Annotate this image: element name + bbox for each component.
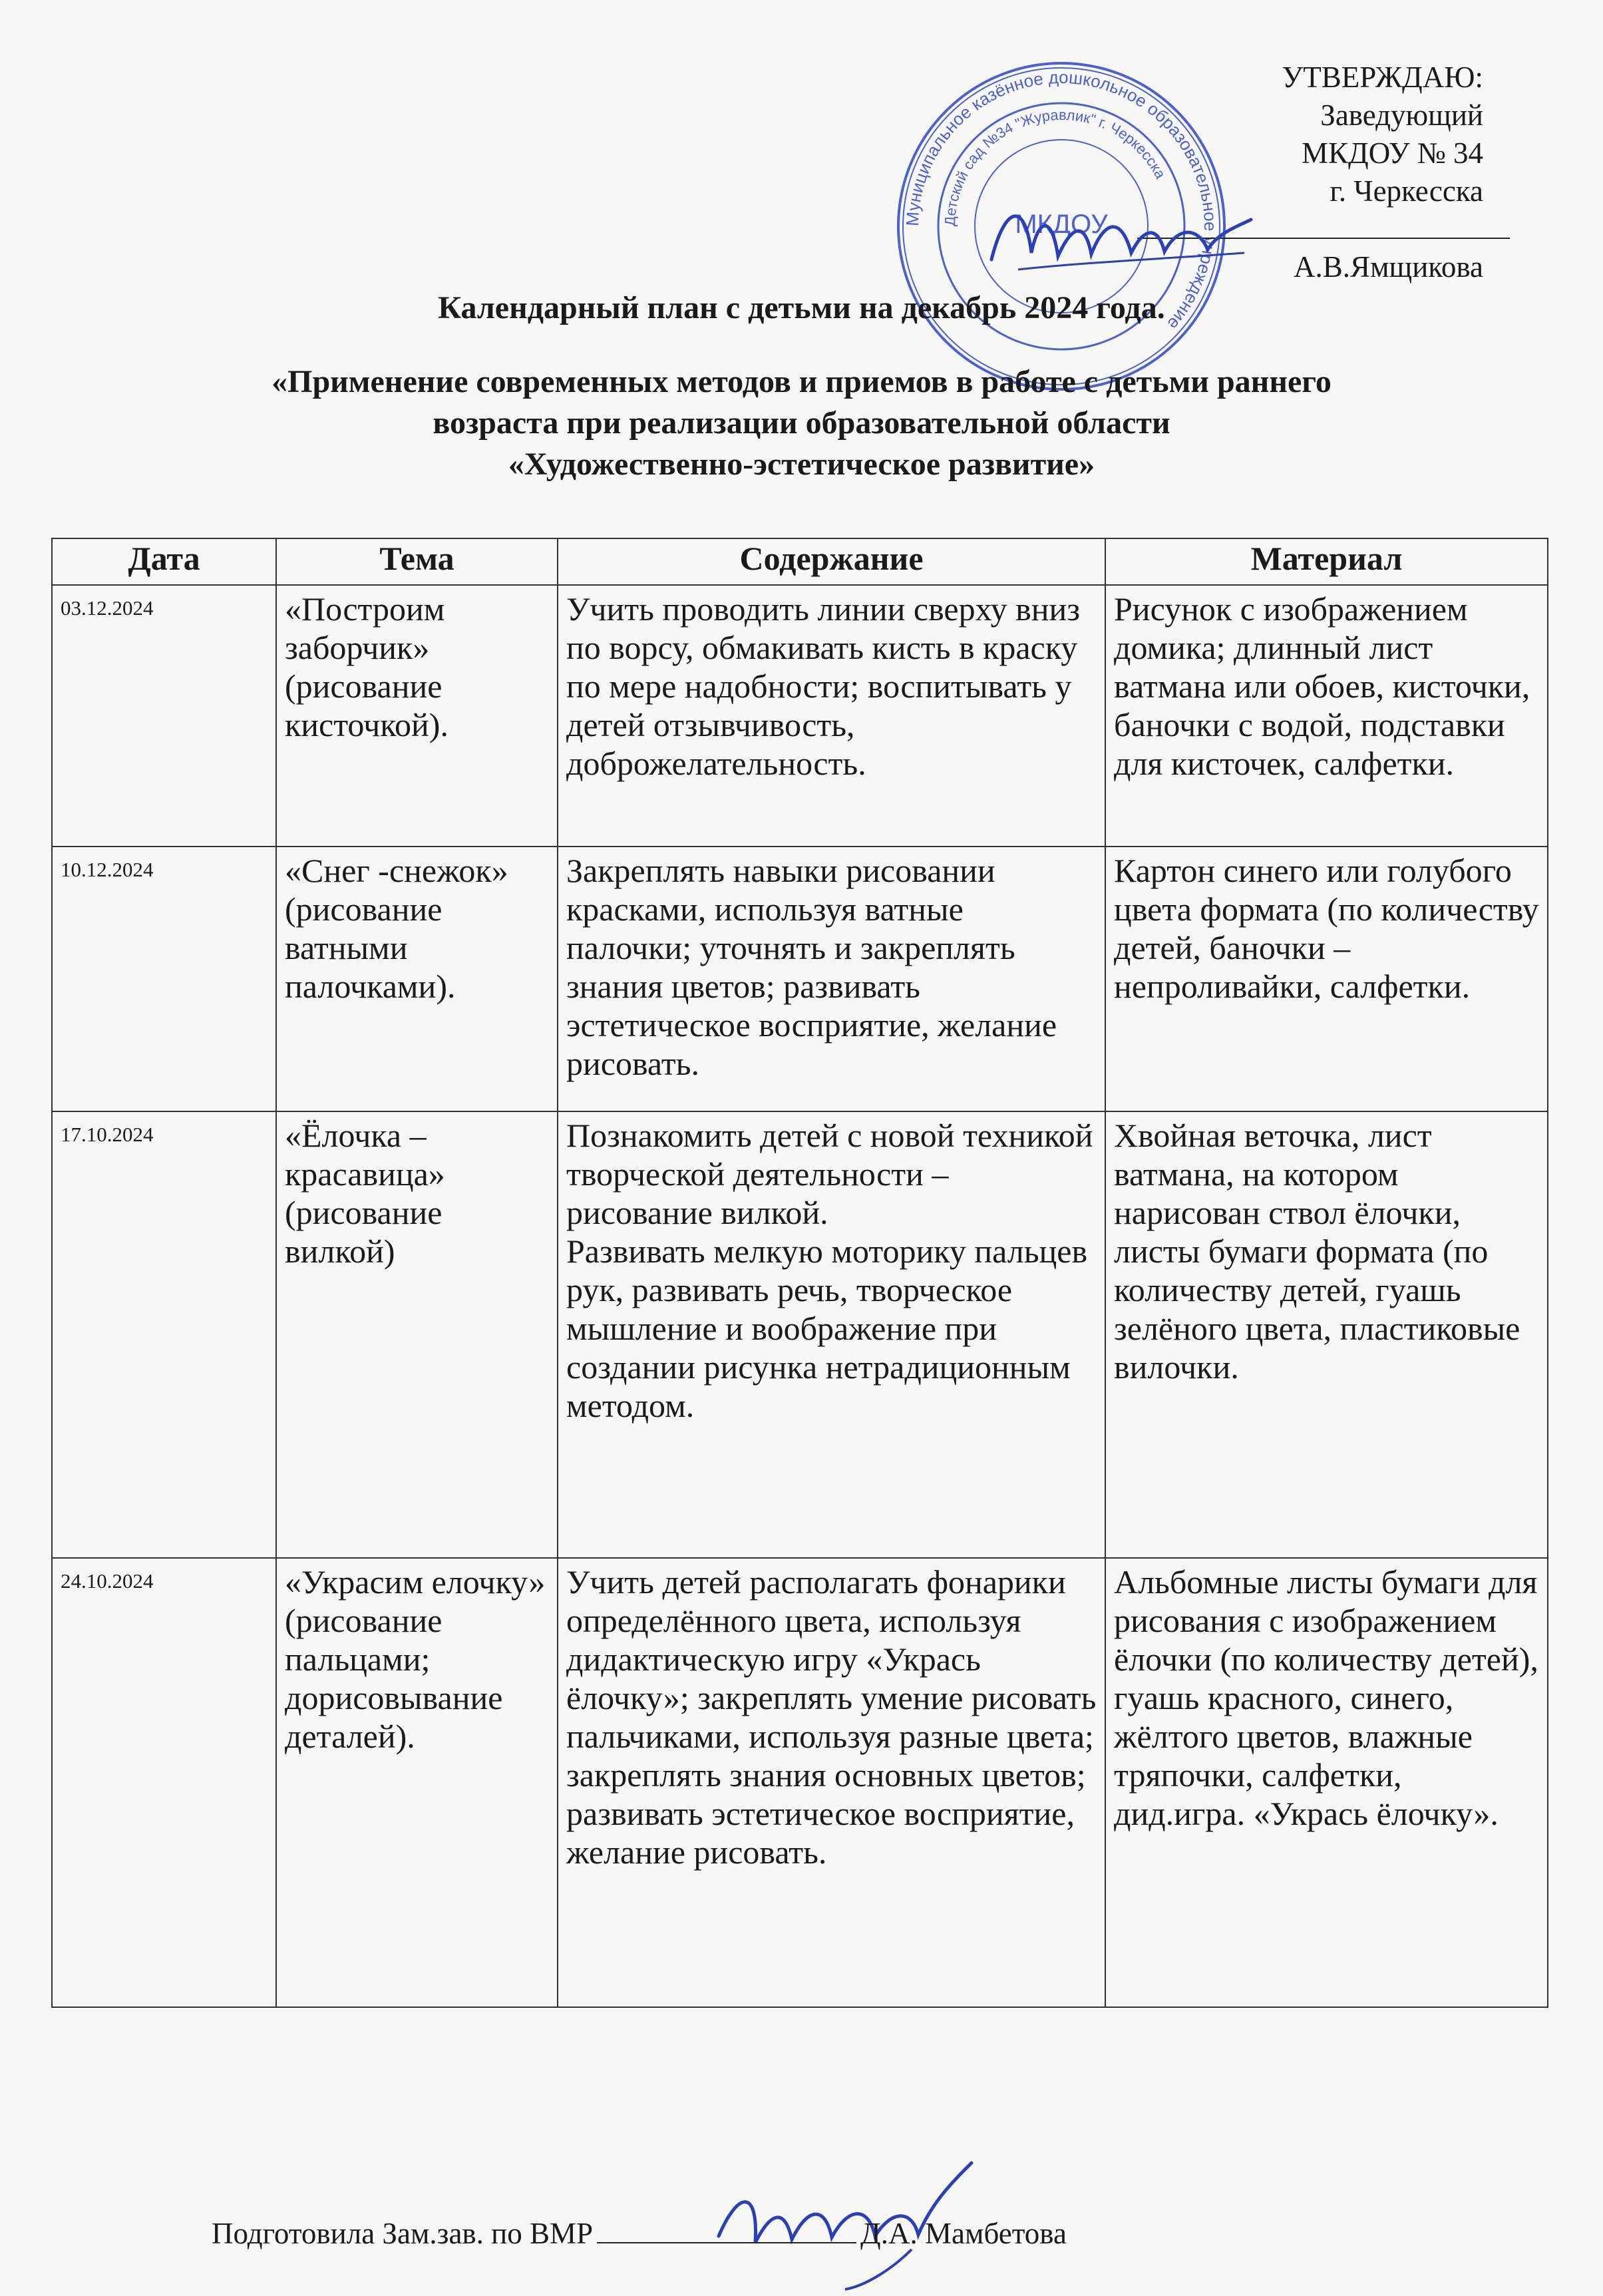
footer-signature-line — [212, 2216, 1067, 2251]
cell-topic: «Ёлочка – красавица» (рисование вилкой) — [276, 1111, 558, 1558]
seal-inner-text: Детский сад №34 "Журавлик" г. Черкесска — [941, 106, 1169, 227]
cell-topic: «Снег -снежок» (рисование ватными палочками). — [276, 847, 558, 1111]
table-row — [52, 1558, 1548, 2007]
document-title: Календарный план с детьми на декабрь 2024 года. — [438, 290, 1165, 325]
cell-content: Учить проводить линии сверху вниз по ворсу, обмакивать кисть в краску по мере надобности; воспитывать у детей отзывчивость, доброжелательность. — [558, 585, 1105, 847]
approval-heading: УТВЕРЖДАЮ: — [1282, 61, 1483, 94]
approval-name: А.В.Ямщикова — [1294, 250, 1483, 284]
calendar-plan-table — [51, 538, 1548, 2008]
table-row — [52, 585, 1548, 847]
cell-content: Закреплять навыки рисовании красками, используя ватные палочки; уточнять и закреплять знания цветов; развивать эстетическое восприятие, желание рисовать. — [558, 847, 1105, 1111]
approval-city: г. Черкесска — [1330, 174, 1483, 208]
cell-topic: «Украсим елочку» (рисование пальцами; дорисовывание деталей). — [276, 1558, 558, 2007]
cell-material: Альбомные листы бумаги для рисования с изображением ёлочки (по количеству детей), гуашь красного, синего, жёлтого цветов, влажные тряпочки, салфетки, дид.игра. «Укрась ёлочку». — [1105, 1558, 1548, 2007]
signature-line — [597, 2242, 856, 2243]
header-material: Материал — [1105, 538, 1548, 585]
footer-prepared-by: Подготовила Зам.зав. по ВМР — [212, 2217, 594, 2250]
cell-date: 03.12.2024 — [52, 585, 276, 847]
seal-outer-text: Муниципальное казённое дошкольное образовательное учреждение — [902, 67, 1221, 334]
subtitle-line: «Применение современных методов и приемов в работе с детьми раннего — [271, 364, 1332, 399]
head-signature — [978, 180, 1258, 293]
table-row — [52, 847, 1548, 1111]
header-date: Дата — [52, 538, 276, 585]
footer-name: Д.А. Мамбетова — [860, 2217, 1067, 2250]
header-topic: Тема — [276, 538, 558, 585]
cell-material: Хвойная веточка, лист ватмана, на котором нарисован ствол ёлочки, листы бумаги формата (по количеству детей, гуашь зелёного цвета, пластиковые вилочки. — [1105, 1111, 1548, 1558]
cell-date: 24.10.2024 — [52, 1558, 276, 2007]
cell-topic: «Построим заборчик» (рисование кисточкой). — [276, 585, 558, 847]
cell-material: Картон синего или голубого цвета формата (по количеству детей, баночки – непроливайки, салфетки. — [1105, 847, 1548, 1111]
cell-date: 17.10.2024 — [52, 1111, 276, 1558]
cell-material: Рисунок с изображением домика; длинный лист ватмана или обоев, кисточки, баночки с водой, подставки для кисточек, салфетки. — [1105, 585, 1548, 847]
header-content: Содержание — [558, 538, 1105, 585]
subtitle-line: «Художественно-эстетическое развитие» — [508, 447, 1095, 482]
subtitle-line: возраста при реализации образовательной области — [433, 405, 1170, 441]
cell-date: 10.12.2024 — [52, 847, 276, 1111]
approval-org: МКДОУ № 34 — [1302, 136, 1483, 170]
cell-content: Познакомить детей с новой техникой творческой деятельности – рисование вилкой. Развивать мелкую моторику пальцев рук, развивать речь, творческое мышление и воображение при создании рисунка нетрадиционным методом. — [558, 1111, 1105, 1558]
table-row — [52, 1111, 1548, 1558]
approval-position: Заведующий — [1320, 98, 1483, 132]
document-subtitle — [0, 361, 1603, 485]
seal-center-text: МКДОУ — [1015, 210, 1108, 239]
cell-content: Учить детей располагать фонарики определённого цвета, используя дидактическую игру «Укрась ёлочку»; закреплять умение рисовать пальчиками, используя разные цвета; закреплять знания основных цветов; развивать эстетическое восприятие, желание рисовать. — [558, 1558, 1105, 2007]
table-header-row — [52, 538, 1548, 585]
